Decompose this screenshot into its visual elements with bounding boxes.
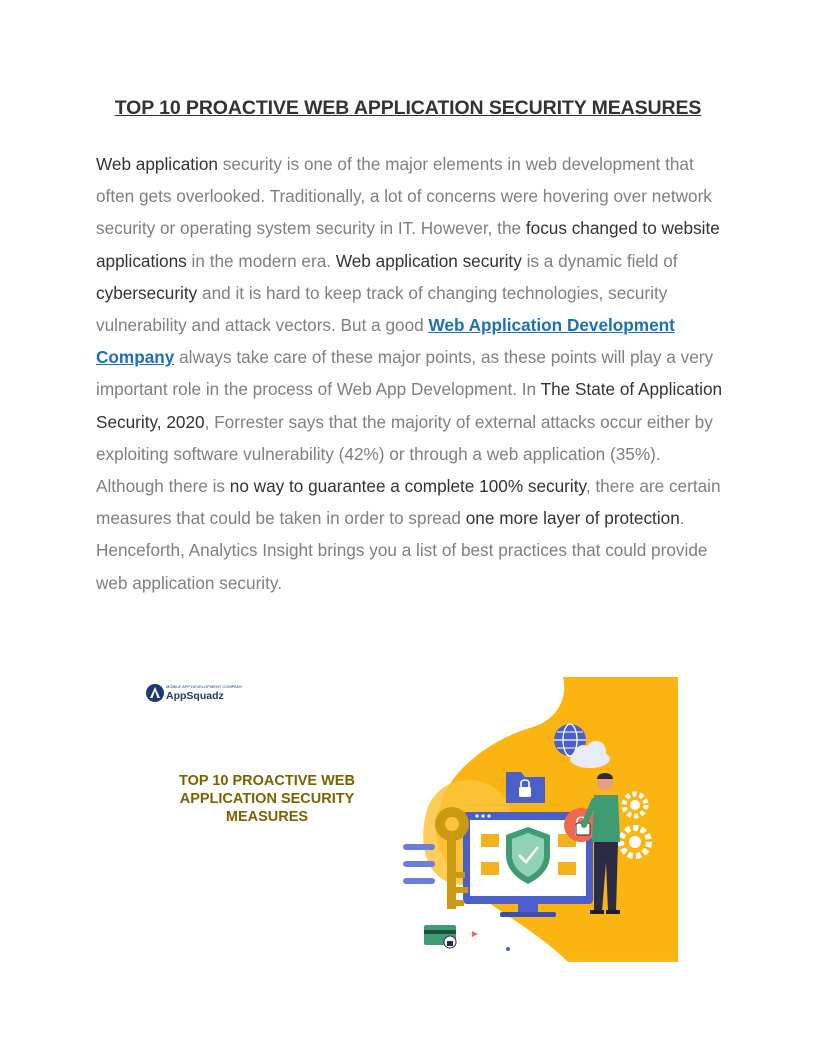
paragraph-text: in the modern era.: [186, 250, 336, 271]
paragraph-text: , Forrester says that the majority of external attacks occur either by exploiting software vulnerability (42%) or through a web application (35%). Although there is: [96, 411, 713, 497]
paragraph-text: always take care of these major points, as these points will play a very important role in the process of Web App Development. In: [96, 347, 714, 400]
appsquadz-logo: [146, 684, 243, 706]
bottom-fade: [138, 959, 683, 1037]
emphasis-focus-changed: focus changed to website applications: [96, 218, 720, 271]
intro-paragraph: [96, 148, 726, 599]
paragraph-text: security is one of the major elements in web development that often gets overlooked. Traditionally, a lot of concerns were hovering over network security or operating system security in IT. However, the: [96, 154, 712, 239]
emphasis-web-application-security: Web application security: [335, 250, 522, 271]
paragraph-text: . Henceforth, Analytics Insight brings you a list of best practices that could provide web application security.: [96, 508, 708, 593]
emphasis-layer-of-protection: one more layer of protection: [465, 508, 680, 529]
server-icon: [403, 844, 435, 884]
emphasis-web-application: Web application: [96, 154, 218, 174]
emphasis-cybersecurity: cybersecurity: [96, 282, 198, 303]
dot-icon: [506, 947, 510, 951]
page-title: TOP 10 PROACTIVE WEB APPLICATION SECURITY MEASURES: [114, 97, 702, 119]
emphasis-no-guarantee: no way to guarantee a complete 100% security: [229, 476, 586, 497]
banner-heading: TOP 10 PROACTIVE WEB APPLICATION SECURITY MEASURES: [179, 773, 355, 825]
emphasis-state-of-appsec: The State of Application Security, 2020: [96, 379, 723, 432]
paragraph-text: , there are certain measures that could be taken in order to spread: [96, 476, 721, 529]
security-banner-image: [138, 677, 683, 1037]
logo-name: AppSquadz: [166, 690, 224, 702]
web-app-development-company-link[interactable]: Web Application Development Company: [96, 315, 675, 368]
credit-card-icon: [424, 925, 456, 948]
logo-tagline: MOBILE APP DEVELOPMENT COMPANY: [166, 684, 243, 689]
paragraph-text: is a dynamic field of: [521, 250, 678, 271]
paragraph-text: and it is hard to keep track of changing technologies, security vulnerability and attack vectors. But a good: [96, 282, 668, 336]
arrow-icon: [472, 931, 478, 937]
